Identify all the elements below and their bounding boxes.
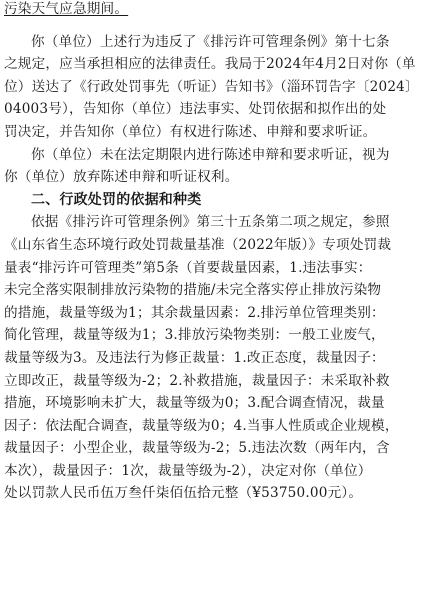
text-line: 位）送达了《行政处罚事先（听证）告知书》（淄环罚告字〔2024〕 xyxy=(4,78,419,95)
paragraph-notice xyxy=(4,31,442,144)
text-line: 因子：依法配合调查，裁量等级为0；4.当事人性质或企业规模， xyxy=(4,417,399,434)
text-line: 裁量因子：小型企业，裁量等级为-2；5.违法次数（两年内，含 xyxy=(4,440,390,457)
text-line: 量表“排污许可管理类”第5条（首要裁量因素，1.违法事实： xyxy=(4,259,372,276)
text-line: 之规定，应当承担相应的法律责任。我局于2024年4月2日对你（单 xyxy=(4,56,416,73)
text-line: 措施，环境影响未扩大，裁量等级为0；3.配合调查情况，裁量 xyxy=(4,395,385,412)
text-line: 裁量等级为3。及违法行为修正裁量：1.改正态度，裁量因子： xyxy=(4,349,385,366)
text-line: 你（单位）放弃陈述申辩和听证权利。 xyxy=(4,169,239,186)
text-line: 未完全落实限制排放污染物的措施/未完全落实停止排放污染物 xyxy=(4,282,382,299)
text-line: 04003号），告知你（单位）违法事实、处罚依据和拟作出的处 xyxy=(4,101,387,118)
text-line: 本次），裁量因子：1次，裁量等级为-2），决定对你（单位） xyxy=(4,462,372,479)
text-line: 处以罚款人民币伍万叁仟柒佰伍拾元整（¥53750.00元）。 xyxy=(4,485,363,502)
section-heading: 二、行政处罚的依据和种类 xyxy=(31,191,202,208)
paragraph-basis xyxy=(4,211,442,505)
text-line: 依据《排污许可管理条例》第三十五条第二项之规定，参照 xyxy=(31,214,390,231)
text-line: 罚决定，并告知你（单位）有权进行陈述、申辩和要求听证。 xyxy=(4,123,377,140)
text-line: 立即改正，裁量等级为-2；2.补救措施，裁量因子：未采取补救 xyxy=(4,372,390,389)
text-line: 简化管理，裁量等级为1；3.排放污染物类别：一般工业废气， xyxy=(4,327,385,344)
text-line: 你（单位）上述行为违反了《排污许可管理条例》第十七条 xyxy=(31,33,390,50)
text-line: 你（单位）未在法定期限内进行陈述申辩和要求听证，视为 xyxy=(31,146,390,163)
text-line: 的措施，裁量等级为1；其余裁量因素：2.排污单位管理类别： xyxy=(4,304,385,321)
text-line: 污染天气应急期间。 xyxy=(4,1,129,17)
paragraph-waiver xyxy=(4,144,442,189)
text-line: 《山东省生态环境行政处罚裁量基准（2022年版）》专项处罚裁 xyxy=(4,236,392,253)
